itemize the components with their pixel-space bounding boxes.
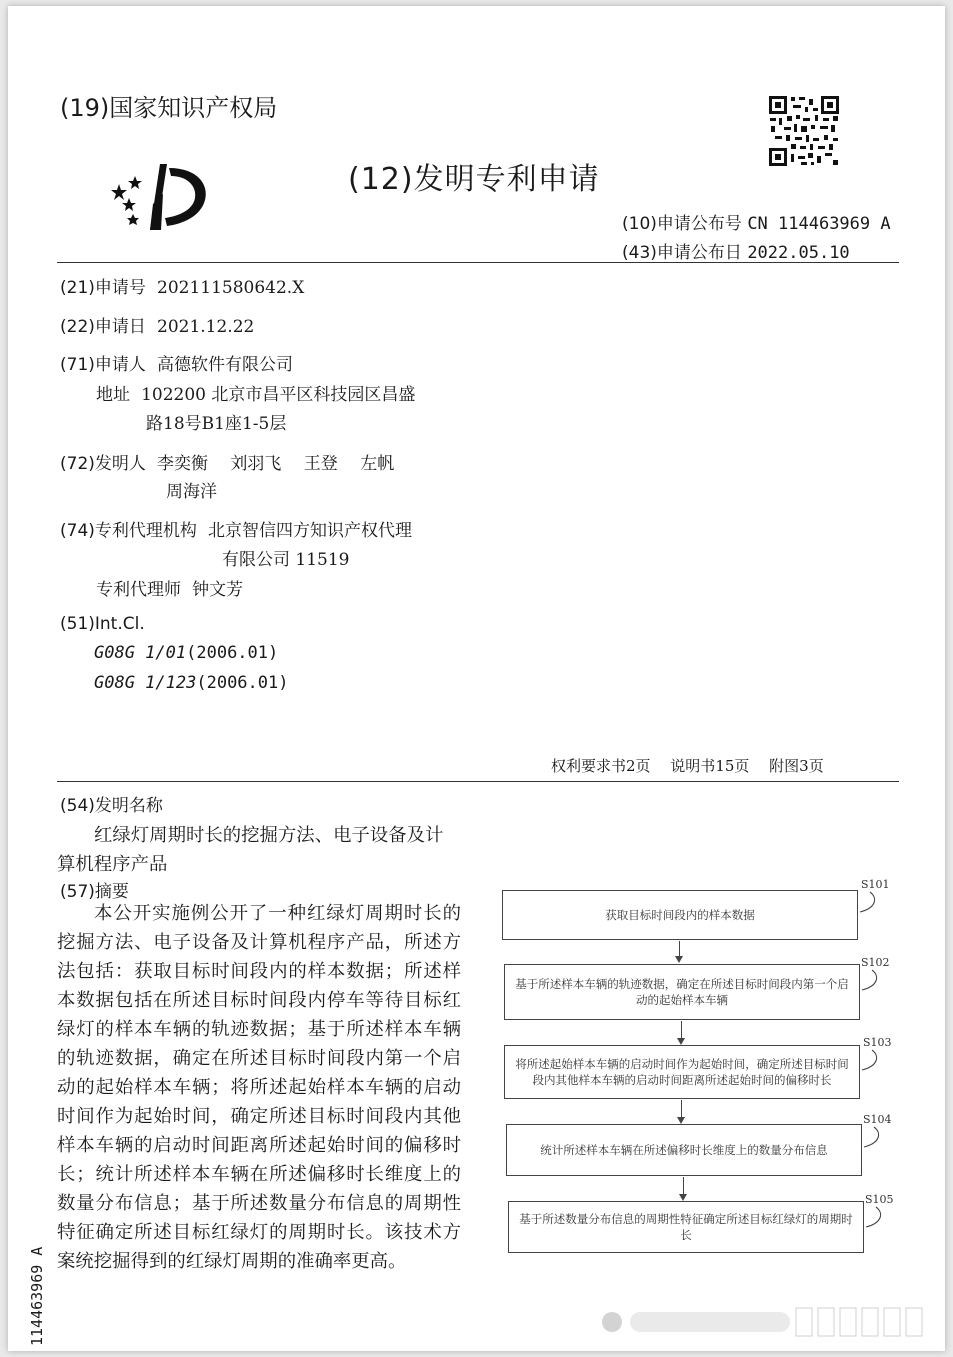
step-callout-icon [862,1125,884,1155]
patent-agent [96,575,243,600]
flow-arrow [683,1177,684,1195]
flow-step-box [504,1045,860,1099]
flow-step-text: 基于所述样本车辆的轨迹数据，确定在所述目标时间段内第一个启动的起始样本车辆 [515,977,849,1007]
applicant [60,350,293,375]
side-publication-number: 114463969 A [28,1246,46,1346]
application-number [60,273,304,298]
abstract-text: 本公开实施例公开了一种红绿灯周期时长的挖掘方法、电子设备及计算机程序产品，所述方法包括：获取目标时间段内的样本数据；所述样本数据包括在所述目标时间段内停车等待目标红绿灯的样本车辆的轨迹数据；基于所述样本车辆的轨迹数据，确定在所述目标时间段内第一个启动的起始样本车辆；将所述起始样本车辆的启动时间作为起始时间，确定所述目标时间段内其他样本车辆的启动时间距离所述起始时间的偏移时长；统计所述样本车辆在所述偏移时长维度上的数量分布信息；基于所述数量分布信息的周期性特征确定所述目标红绿灯的周期时长。该技术方案统挖掘得到的红绿灯周期的准确率更高。 [57,903,461,1272]
flow-step-text: 统计所述样本车辆在所述偏移时长维度上的数量分布信息 [540,1143,828,1157]
int-cl-version: (2006.01) [186,643,279,663]
publication-number-label: (10)申请公布号 [622,214,742,234]
arrow-head-icon [675,956,683,963]
flow-step-id: S101 [861,878,890,891]
step-callout-icon [864,1205,886,1235]
application-number-value: 202111580642.X [157,278,305,298]
arrow-head-icon [677,1117,685,1124]
biblio-divider [57,781,899,782]
arrow-head-icon [677,1038,685,1045]
flow-step-box [508,1201,864,1253]
patent-agency-line-2: 有限公司 11519 [222,550,350,570]
patent-page [8,6,945,1351]
flow-step-box [504,964,860,1020]
inventors [60,449,394,474]
int-cl-label: (51)Int.Cl. [60,614,145,634]
flow-step-id: S104 [863,1113,892,1126]
address-line-1: 102200 北京市昌平区科技园区昌盛 [141,385,416,405]
flow-step-text: 将所述起始样本车辆的启动时间作为起始时间，确定所述目标时间段内其他样本车辆的启动时间距离所述起始时间的偏移时长 [515,1057,849,1087]
publication-date-label: (43)申请公布日 [622,243,742,263]
step-callout-icon [858,890,880,920]
filing-date-label: (22)申请日 [60,317,146,337]
int-cl-entry [94,673,288,693]
publication-date [622,238,850,263]
filing-date-value: 2021.12.22 [157,317,255,337]
abstract-label: (57)摘要 [60,882,129,902]
flow-step-box [506,1124,862,1176]
flow-step-id: S102 [861,956,890,969]
patent-agency-label: (74)专利代理机构 [60,521,197,541]
publication-number [622,209,891,234]
arrow-head-icon [679,1194,687,1201]
publication-date-value: 2022.05.10 [747,243,850,263]
address-label: 地址 [96,385,130,405]
flow-step-id: S105 [865,1193,894,1206]
page-counts: 权利要求书2页 说明书15页 附图3页 [551,757,824,775]
address-line-2: 路18号B1座1-5层 [146,414,287,434]
patent-agent-label: 专利代理师 [96,580,181,600]
watermark-icon [596,1302,946,1342]
patent-agent-value: 钟文芳 [192,580,244,600]
int-cl-code: G08G 1/01 [94,643,187,663]
flow-step-text: 基于所述数量分布信息的周期性特征确定所述目标红绿灯的周期时长 [519,1212,853,1242]
int-cl-code: G08G 1/123 [94,673,197,693]
qr-code-icon [767,94,841,168]
office-name: (19)国家知识产权局 [60,94,278,122]
invention-title: 红绿灯周期时长的挖掘方法、电子设备及计算机程序产品 [57,825,444,875]
patent-agency-line-1: 北京智信四方知识产权代理 [208,521,412,541]
int-cl-entry [94,643,278,663]
header-divider [57,262,899,263]
patent-agency [60,516,412,541]
flow-arrow [681,1021,682,1039]
title-label: (54)发明名称 [60,796,163,816]
document-type: (12)发明专利申请 [348,162,600,197]
flow-step-box [502,890,858,940]
step-callout-icon [860,1048,882,1078]
flow-step-id: S103 [863,1036,892,1049]
flow-step-text: 获取目标时间段内的样本数据 [605,908,755,922]
inventors-line-1: 李奕衡 刘羽飞 王登 左帆 [157,454,395,474]
applicant-label: (71)申请人 [60,355,146,375]
address [96,380,415,405]
flow-arrow [679,941,680,957]
step-callout-icon [860,968,882,998]
application-number-label: (21)申请号 [60,278,146,298]
inventors-label: (72)发明人 [60,454,146,474]
flow-arrow [681,1100,682,1118]
filing-date [60,312,254,337]
applicant-value: 高德软件有限公司 [157,355,293,375]
inventors-line-2: 周海洋 [166,482,217,502]
cnipa-logo-icon [105,154,215,240]
int-cl-version: (2006.01) [196,673,289,693]
publication-number-value: CN 114463969 A [747,214,891,234]
